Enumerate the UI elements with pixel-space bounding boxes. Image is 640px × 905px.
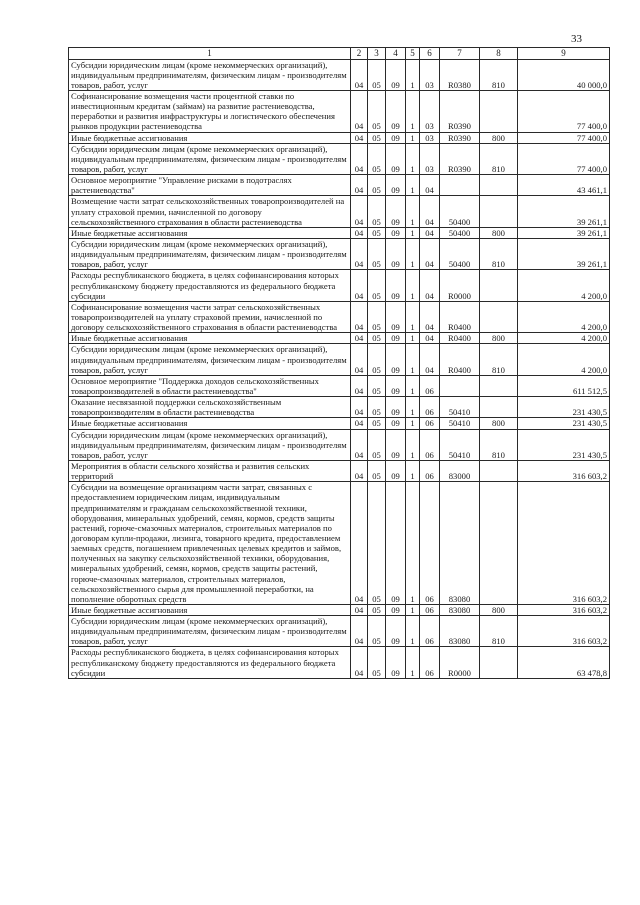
subprogram-code-cell: 04	[420, 175, 440, 196]
expense-type-cell	[480, 397, 518, 418]
program-code-cell: 1	[406, 239, 420, 270]
amount-cell: 39 261,1	[518, 196, 610, 227]
subsection-code-cell: 09	[386, 175, 406, 196]
subsection-code-cell: 09	[386, 301, 406, 332]
subsection-code-cell: 09	[386, 647, 406, 678]
table-row	[69, 59, 610, 90]
amount-cell: 4 200,0	[518, 301, 610, 332]
target-article-cell: 83080	[440, 616, 480, 647]
amount-cell: 77 400,0	[518, 143, 610, 174]
ministry-code-cell: 04	[351, 397, 368, 418]
program-code-cell: 1	[406, 270, 420, 301]
table-row	[69, 604, 610, 615]
expense-type-cell: 810	[480, 59, 518, 90]
subprogram-code-cell: 04	[420, 344, 440, 375]
row-name-cell: Иные бюджетные ассигнования	[69, 132, 351, 143]
section-code-cell: 05	[368, 397, 386, 418]
target-article-cell: 83080	[440, 604, 480, 615]
table-row	[69, 175, 610, 196]
section-code-cell: 05	[368, 460, 386, 481]
target-article-cell: R0390	[440, 91, 480, 133]
row-name-cell: Субсидии юридическим лицам (кроме некоммерческих организаций), индивидуальным предпринимателям, физическим лицам - производителям товаров, работ, услуг	[69, 59, 351, 90]
program-code-cell: 1	[406, 301, 420, 332]
header-cell: 6	[420, 48, 440, 60]
ministry-code-cell: 04	[351, 227, 368, 238]
ministry-code-cell: 04	[351, 301, 368, 332]
section-code-cell: 05	[368, 482, 386, 605]
subsection-code-cell: 09	[386, 59, 406, 90]
subprogram-code-cell: 04	[420, 227, 440, 238]
header-cell: 9	[518, 48, 610, 60]
amount-cell: 77 400,0	[518, 91, 610, 133]
target-article-cell: 50410	[440, 418, 480, 429]
row-name-cell: Софинансирование возмещения части процентной ставки по инвестиционным кредитам (займам) на развитие растениеводства, переработки и развития инфраструктуры и логистического обеспечения рынков продукции растениеводства	[69, 91, 351, 133]
row-name-cell: Субсидии юридическим лицам (кроме некоммерческих организаций), индивидуальным предпринимателям, физическим лицам - производителям товаров, работ, услуг	[69, 429, 351, 460]
amount-cell: 43 461,1	[518, 175, 610, 196]
table-row	[69, 482, 610, 605]
row-name-cell: Оказание несвязанной поддержки сельскохозяйственным товаропроизводителям в области растениеводства	[69, 397, 351, 418]
target-article-cell	[440, 375, 480, 396]
subprogram-code-cell: 06	[420, 616, 440, 647]
subprogram-code-cell: 06	[420, 460, 440, 481]
amount-cell: 63 478,8	[518, 647, 610, 678]
ministry-code-cell: 04	[351, 333, 368, 344]
target-article-cell: R0380	[440, 59, 480, 90]
section-code-cell: 05	[368, 301, 386, 332]
header-cell: 3	[368, 48, 386, 60]
row-name-cell: Основное мероприятие "Поддержка доходов сельскохозяйственных товаропроизводителей в области растениеводства"	[69, 375, 351, 396]
program-code-cell: 1	[406, 344, 420, 375]
table-row	[69, 344, 610, 375]
section-code-cell: 05	[368, 604, 386, 615]
target-article-cell: R0390	[440, 143, 480, 174]
amount-cell: 4 200,0	[518, 344, 610, 375]
expense-type-cell: 810	[480, 239, 518, 270]
expense-type-cell	[480, 270, 518, 301]
target-article-cell: 83080	[440, 482, 480, 605]
program-code-cell: 1	[406, 397, 420, 418]
row-name-cell: Софинансирование возмещения части затрат сельскохозяйственных товаропроизводителей на уплату страховой премии, начисленной по договору сельскохозяйственного страхования в области растениеводства	[69, 301, 351, 332]
table-row	[69, 270, 610, 301]
ministry-code-cell: 04	[351, 143, 368, 174]
subsection-code-cell: 09	[386, 333, 406, 344]
subsection-code-cell: 09	[386, 604, 406, 615]
ministry-code-cell: 04	[351, 91, 368, 133]
subprogram-code-cell: 04	[420, 196, 440, 227]
target-article-cell	[440, 175, 480, 196]
ministry-code-cell: 04	[351, 196, 368, 227]
table-row	[69, 132, 610, 143]
subsection-code-cell: 09	[386, 429, 406, 460]
table-row	[69, 333, 610, 344]
row-name-cell: Иные бюджетные ассигнования	[69, 333, 351, 344]
table-row	[69, 397, 610, 418]
subprogram-code-cell: 03	[420, 132, 440, 143]
expense-type-cell	[480, 482, 518, 605]
target-article-cell: R0000	[440, 270, 480, 301]
subsection-code-cell: 09	[386, 344, 406, 375]
subsection-code-cell: 09	[386, 196, 406, 227]
expense-type-cell	[480, 175, 518, 196]
amount-cell: 316 603,2	[518, 482, 610, 605]
table-row	[69, 239, 610, 270]
target-article-cell: R0400	[440, 333, 480, 344]
table-row	[69, 429, 610, 460]
expense-type-cell	[480, 91, 518, 133]
header-cell: 7	[440, 48, 480, 60]
table-row	[69, 143, 610, 174]
expense-type-cell	[480, 301, 518, 332]
ministry-code-cell: 04	[351, 375, 368, 396]
program-code-cell: 1	[406, 59, 420, 90]
target-article-cell: 50400	[440, 227, 480, 238]
ministry-code-cell: 04	[351, 647, 368, 678]
program-code-cell: 1	[406, 429, 420, 460]
program-code-cell: 1	[406, 333, 420, 344]
row-name-cell: Иные бюджетные ассигнования	[69, 418, 351, 429]
section-code-cell: 05	[368, 239, 386, 270]
program-code-cell: 1	[406, 143, 420, 174]
section-code-cell: 05	[368, 143, 386, 174]
subprogram-code-cell: 04	[420, 333, 440, 344]
amount-cell: 316 603,2	[518, 616, 610, 647]
ministry-code-cell: 04	[351, 132, 368, 143]
expense-type-cell: 810	[480, 616, 518, 647]
subprogram-code-cell: 04	[420, 239, 440, 270]
subprogram-code-cell: 06	[420, 429, 440, 460]
subprogram-code-cell: 04	[420, 301, 440, 332]
program-code-cell: 1	[406, 616, 420, 647]
program-code-cell: 1	[406, 175, 420, 196]
page-number: 33	[571, 33, 582, 45]
section-code-cell: 05	[368, 333, 386, 344]
expense-type-cell: 810	[480, 143, 518, 174]
row-name-cell: Иные бюджетные ассигнования	[69, 604, 351, 615]
table-row	[69, 647, 610, 678]
program-code-cell: 1	[406, 482, 420, 605]
amount-cell: 4 200,0	[518, 333, 610, 344]
row-name-cell: Субсидии юридическим лицам (кроме некоммерческих организаций), индивидуальным предпринимателям, физическим лицам - производителям товаров, работ, услуг	[69, 616, 351, 647]
expense-type-cell	[480, 460, 518, 481]
expense-type-cell: 810	[480, 344, 518, 375]
header-cell: 4	[386, 48, 406, 60]
subprogram-code-cell: 04	[420, 270, 440, 301]
row-name-cell: Иные бюджетные ассигнования	[69, 227, 351, 238]
amount-cell: 39 261,1	[518, 239, 610, 270]
subprogram-code-cell: 03	[420, 59, 440, 90]
target-article-cell: R0400	[440, 344, 480, 375]
subprogram-code-cell: 06	[420, 482, 440, 605]
table-row	[69, 227, 610, 238]
ministry-code-cell: 04	[351, 460, 368, 481]
subsection-code-cell: 09	[386, 143, 406, 174]
section-code-cell: 05	[368, 270, 386, 301]
table-row	[69, 418, 610, 429]
subsection-code-cell: 09	[386, 460, 406, 481]
row-name-cell: Возмещение части затрат сельскохозяйственных товаропроизводителей на уплату страховой премии, начисленной по договору сельскохозяйственного страхования в области растениеводства	[69, 196, 351, 227]
subprogram-code-cell: 06	[420, 418, 440, 429]
ministry-code-cell: 04	[351, 344, 368, 375]
program-code-cell: 1	[406, 375, 420, 396]
row-name-cell: Субсидии юридическим лицам (кроме некоммерческих организаций), индивидуальным предпринимателям, физическим лицам - производителям товаров, работ, услуг	[69, 239, 351, 270]
ministry-code-cell: 04	[351, 59, 368, 90]
row-name-cell: Субсидии юридическим лицам (кроме некоммерческих организаций), индивидуальным предпринимателям, физическим лицам - производителям товаров, работ, услуг	[69, 143, 351, 174]
header-cell: 2	[351, 48, 368, 60]
row-name-cell: Субсидии юридическим лицам (кроме некоммерческих организаций), индивидуальным предпринимателям, физическим лицам - производителям товаров, работ, услуг	[69, 344, 351, 375]
program-code-cell: 1	[406, 196, 420, 227]
ministry-code-cell: 04	[351, 270, 368, 301]
program-code-cell: 1	[406, 460, 420, 481]
ministry-code-cell: 04	[351, 175, 368, 196]
target-article-cell: 83000	[440, 460, 480, 481]
section-code-cell: 05	[368, 418, 386, 429]
expense-type-cell	[480, 375, 518, 396]
subsection-code-cell: 09	[386, 397, 406, 418]
section-code-cell: 05	[368, 344, 386, 375]
subsection-code-cell: 09	[386, 375, 406, 396]
ministry-code-cell: 04	[351, 482, 368, 605]
program-code-cell: 1	[406, 604, 420, 615]
subsection-code-cell: 09	[386, 91, 406, 133]
table-header-row	[69, 48, 610, 60]
row-name-cell: Мероприятия в области сельского хозяйства и развития сельских территорий	[69, 460, 351, 481]
amount-cell: 316 603,2	[518, 604, 610, 615]
amount-cell: 231 430,5	[518, 429, 610, 460]
amount-cell: 39 261,1	[518, 227, 610, 238]
subsection-code-cell: 09	[386, 482, 406, 605]
subsection-code-cell: 09	[386, 616, 406, 647]
subprogram-code-cell: 06	[420, 647, 440, 678]
expense-type-cell: 800	[480, 132, 518, 143]
amount-cell: 611 512,5	[518, 375, 610, 396]
target-article-cell: R0400	[440, 301, 480, 332]
row-name-cell: Основное мероприятие "Управление рисками в подотраслях растениеводства"	[69, 175, 351, 196]
program-code-cell: 1	[406, 227, 420, 238]
section-code-cell: 05	[368, 91, 386, 133]
target-article-cell: 50400	[440, 239, 480, 270]
section-code-cell: 05	[368, 227, 386, 238]
table-row	[69, 196, 610, 227]
section-code-cell: 05	[368, 616, 386, 647]
section-code-cell: 05	[368, 175, 386, 196]
amount-cell: 77 400,0	[518, 132, 610, 143]
table-row	[69, 375, 610, 396]
table-row	[69, 616, 610, 647]
row-name-cell: Расходы республиканского бюджета, в целях софинансирования которых республиканскому бюджету предоставляются из федерального бюджета субсидии	[69, 270, 351, 301]
budget-table	[68, 47, 610, 679]
ministry-code-cell: 04	[351, 418, 368, 429]
section-code-cell: 05	[368, 59, 386, 90]
subprogram-code-cell: 03	[420, 91, 440, 133]
amount-cell: 231 430,5	[518, 397, 610, 418]
expense-type-cell: 810	[480, 429, 518, 460]
subsection-code-cell: 09	[386, 239, 406, 270]
program-code-cell: 1	[406, 647, 420, 678]
subsection-code-cell: 09	[386, 270, 406, 301]
subsection-code-cell: 09	[386, 418, 406, 429]
expense-type-cell	[480, 196, 518, 227]
expense-type-cell: 800	[480, 227, 518, 238]
header-cell: 8	[480, 48, 518, 60]
expense-type-cell: 800	[480, 418, 518, 429]
target-article-cell: 50410	[440, 429, 480, 460]
subprogram-code-cell: 06	[420, 375, 440, 396]
target-article-cell: 50400	[440, 196, 480, 227]
expense-type-cell: 800	[480, 604, 518, 615]
expense-type-cell: 800	[480, 333, 518, 344]
row-name-cell: Субсидии на возмещение организациям части затрат, связанных с предоставлением юридическим лицам, индивидуальным предпринимателям и гражданам сельскохозяйственной техники, оборудования, минеральных удобрений, семян, кормов, средств защиты растений, горюче-смазочных материалов, строительных материалов по договорам купли-продажи, лизинга, товарного кредита, предоставлением заемных средств, погашением привлеченных целевых кредитов и займов, полученных на закупку сельскохозяйственной техники, оборудования, минеральных удобрений, семян, кормов, средств защиты растений, горюче-смазочных материалов, строительных материалов, сельскохозяйственного сырья для промышленной переработки, на пополнение оборотных средств	[69, 482, 351, 605]
section-code-cell: 05	[368, 647, 386, 678]
header-cell: 5	[406, 48, 420, 60]
target-article-cell: R0000	[440, 647, 480, 678]
subprogram-code-cell: 06	[420, 397, 440, 418]
row-name-cell: Расходы республиканского бюджета, в целях софинансирования которых республиканскому бюджету предоставляются из федерального бюджета субсидии	[69, 647, 351, 678]
section-code-cell: 05	[368, 132, 386, 143]
target-article-cell: R0390	[440, 132, 480, 143]
ministry-code-cell: 04	[351, 616, 368, 647]
table-row	[69, 301, 610, 332]
table-row	[69, 91, 610, 133]
amount-cell: 316 603,2	[518, 460, 610, 481]
table-row	[69, 460, 610, 481]
amount-cell: 4 200,0	[518, 270, 610, 301]
subsection-code-cell: 09	[386, 227, 406, 238]
program-code-cell: 1	[406, 132, 420, 143]
subprogram-code-cell: 06	[420, 604, 440, 615]
section-code-cell: 05	[368, 196, 386, 227]
target-article-cell: 50410	[440, 397, 480, 418]
subprogram-code-cell: 03	[420, 143, 440, 174]
program-code-cell: 1	[406, 91, 420, 133]
header-cell: 1	[69, 48, 351, 60]
ministry-code-cell: 04	[351, 239, 368, 270]
expense-type-cell	[480, 647, 518, 678]
amount-cell: 231 430,5	[518, 418, 610, 429]
ministry-code-cell: 04	[351, 604, 368, 615]
subsection-code-cell: 09	[386, 132, 406, 143]
section-code-cell: 05	[368, 429, 386, 460]
program-code-cell: 1	[406, 418, 420, 429]
amount-cell: 40 000,0	[518, 59, 610, 90]
ministry-code-cell: 04	[351, 429, 368, 460]
section-code-cell: 05	[368, 375, 386, 396]
